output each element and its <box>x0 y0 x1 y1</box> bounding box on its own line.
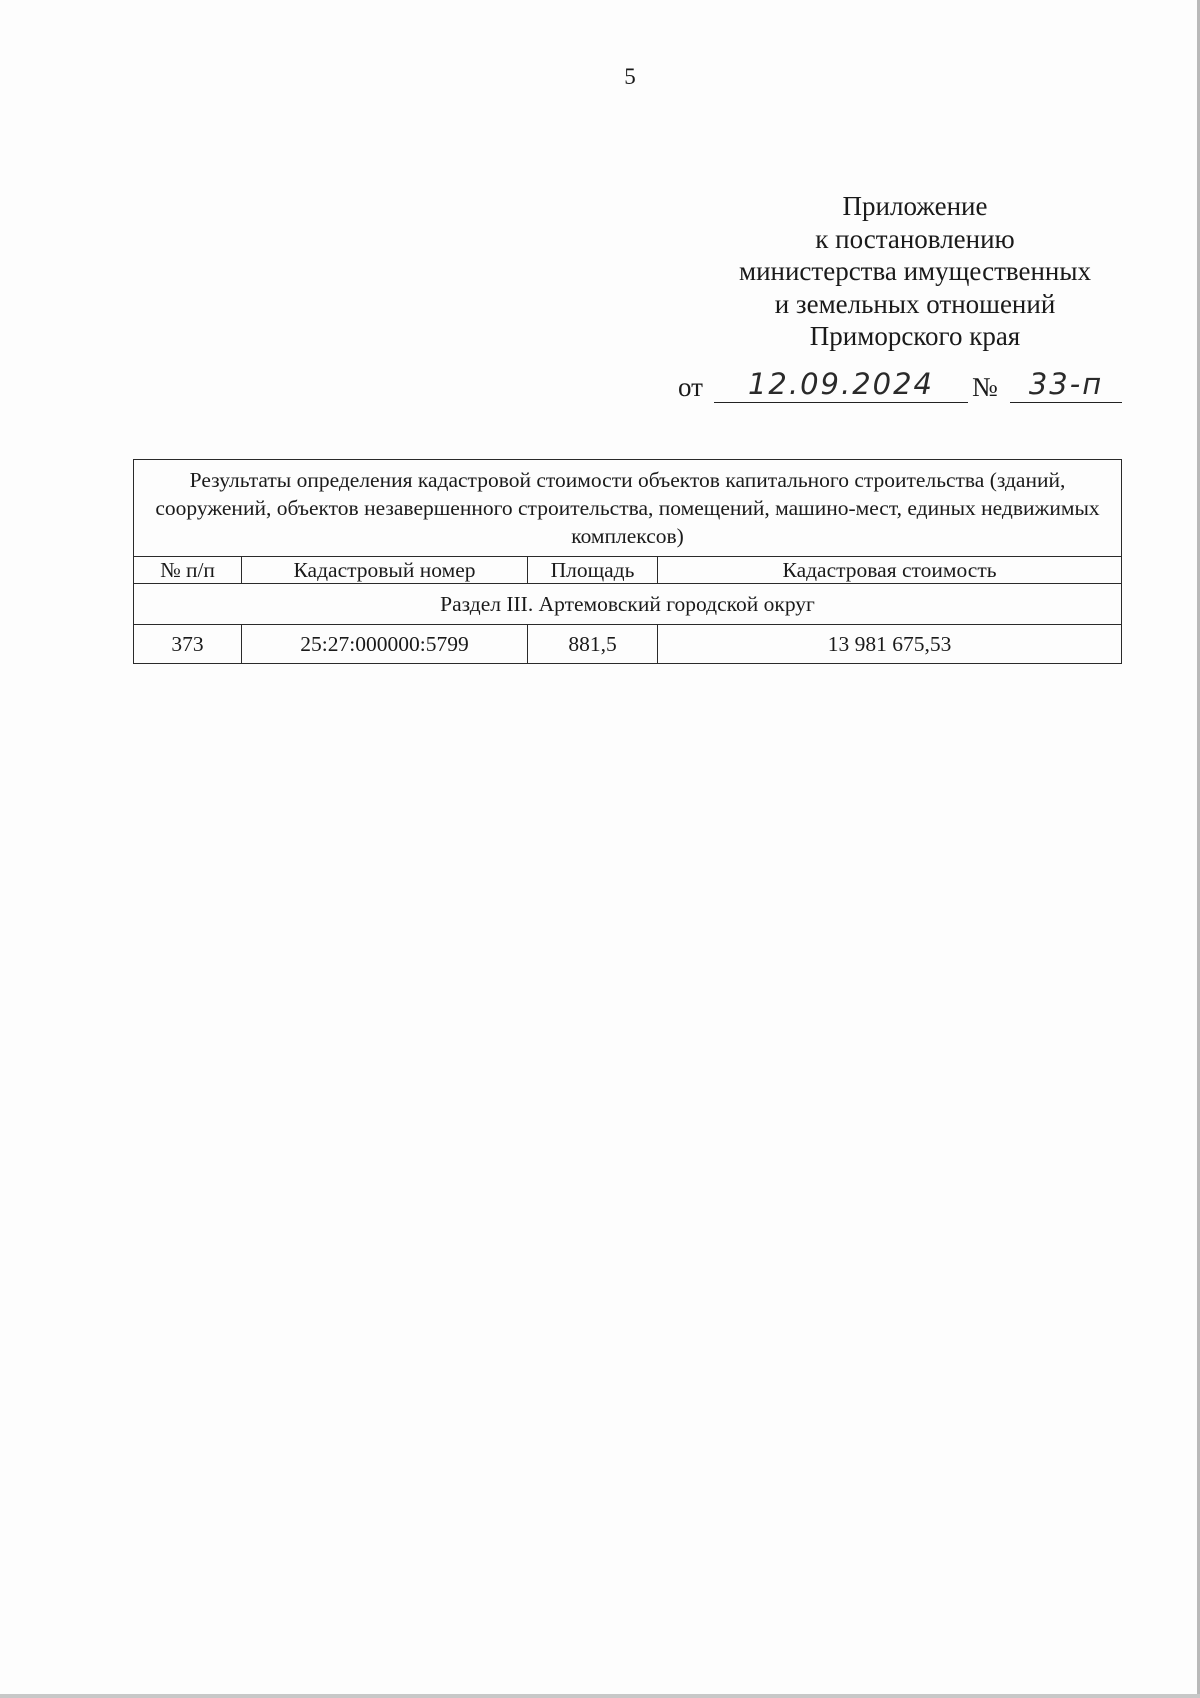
appendix-line: Приложение <box>842 191 988 221</box>
column-header: Кадастровый номер <box>242 557 528 584</box>
page-number: 5 <box>624 64 636 89</box>
table-caption: Результаты определения кадастровой стоимости объектов капитального строительства (зданий, сооружений, объектов незавершенного строительства, помещений, машино-мест, единых недвижимых комплексов) <box>134 460 1122 557</box>
table-row <box>134 625 1122 664</box>
appendix-line: к постановлению <box>815 223 1015 254</box>
appendix-line: Приморского края <box>809 321 1021 351</box>
number-label: № <box>972 372 998 402</box>
table-header-row <box>134 557 1122 584</box>
from-label: от <box>678 372 703 402</box>
handwritten-number: 33-п <box>1010 366 1122 403</box>
resolution-date-line <box>678 366 1128 406</box>
appendix-header <box>700 190 1130 353</box>
appendix-line: министерства имущественных <box>739 256 1091 286</box>
cadastral-number-cell: 25:27:000000:5799 <box>242 625 528 664</box>
column-header: № п/п <box>134 557 242 584</box>
column-header: Площадь <box>528 557 658 584</box>
row-number-cell: 373 <box>134 625 242 664</box>
area-cell: 881,5 <box>528 625 658 664</box>
appendix-line: и земельных отношений <box>774 288 1056 319</box>
cadastral-value-cell: 13 981 675,53 <box>658 625 1122 664</box>
column-header: Кадастровая стоимость <box>658 557 1122 584</box>
section-row <box>134 584 1122 625</box>
scan-edge <box>0 1694 1200 1698</box>
cadastral-value-table <box>133 459 1122 664</box>
handwritten-date: 12.09.2024 <box>714 366 968 403</box>
section-title: Раздел III. Артемовский городской округ <box>134 584 1122 625</box>
